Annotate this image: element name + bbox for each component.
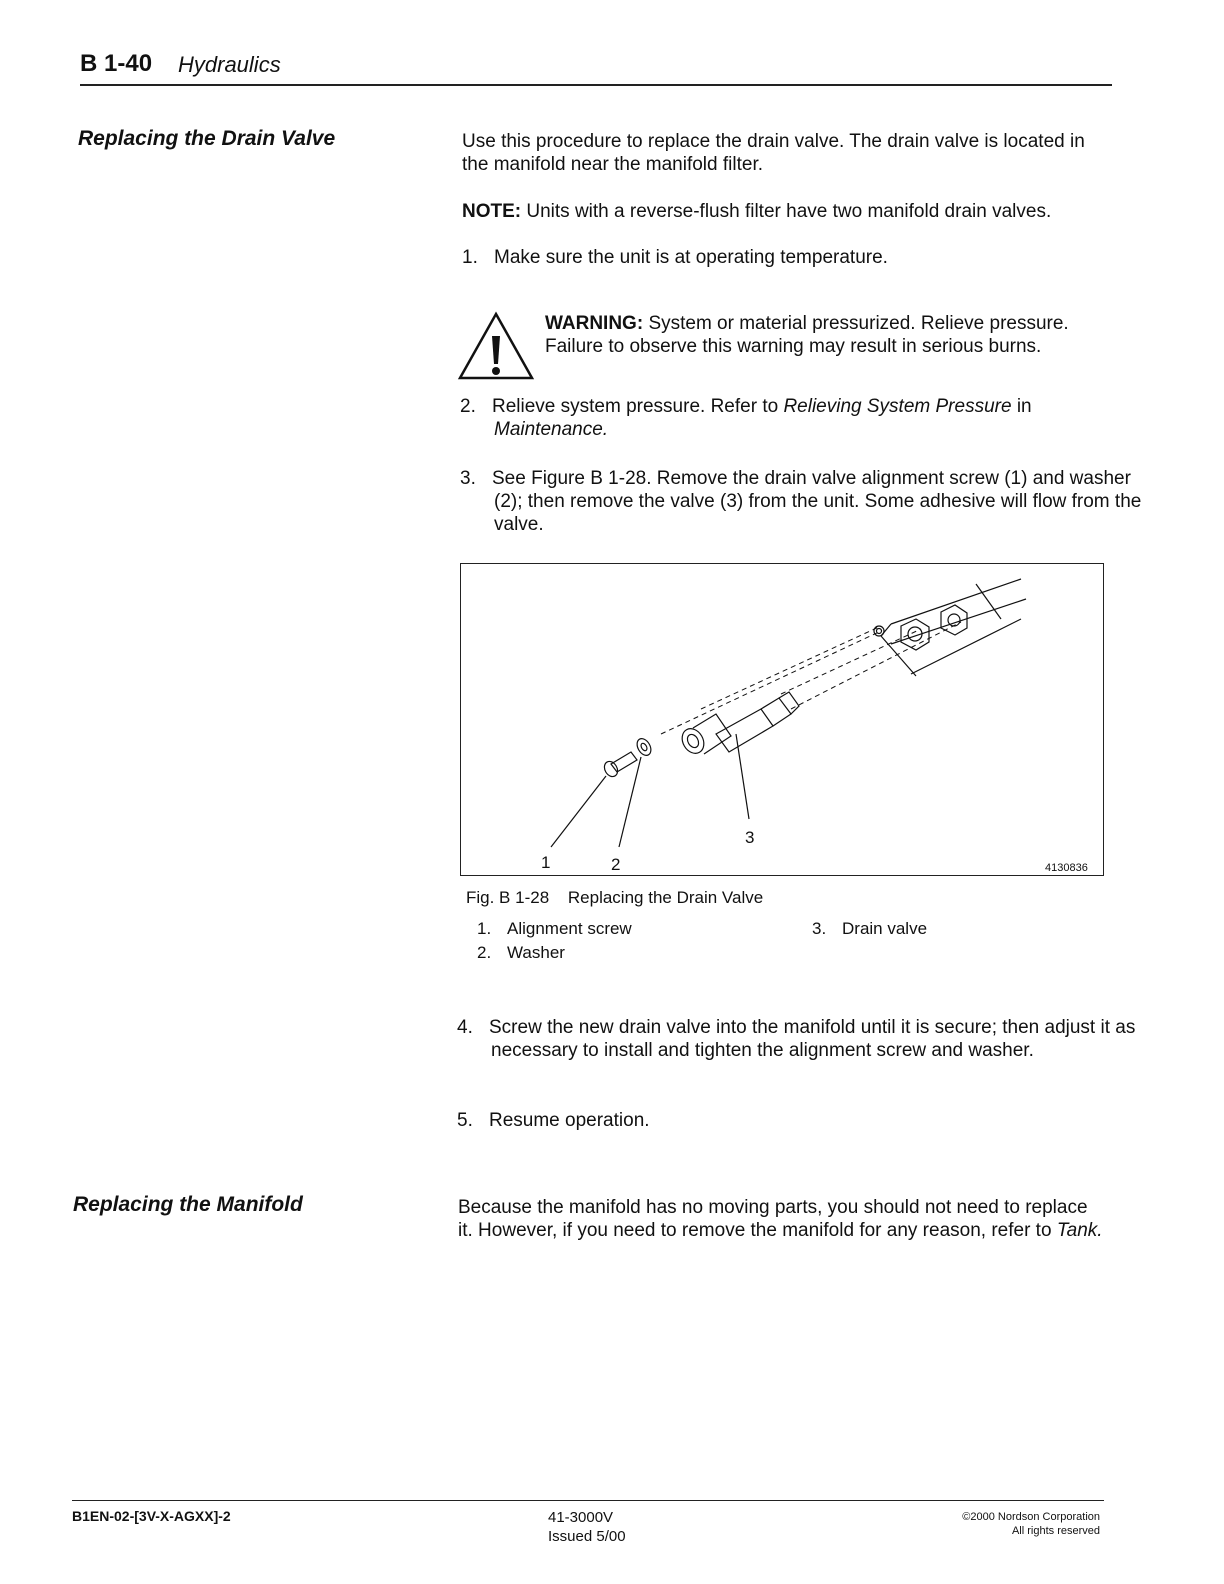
footer-rule <box>72 1500 1104 1501</box>
legend-item-1 <box>477 919 632 939</box>
drain-valve-heading: Replacing the Drain Valve <box>78 127 336 150</box>
callout-3: 3 <box>745 828 755 847</box>
step-number: 2. <box>460 396 476 417</box>
step-text: Relieve system pressure. Refer to <box>492 396 784 417</box>
footer-doc-code: B1EN-02-[3V-X-AGXX]-2 <box>72 1508 231 1524</box>
step-2 <box>460 395 1124 441</box>
step-text: See Figure B 1-28. Remove the drain valve alignment screw (1) and washer (2); then remove the valve (3) from the unit. Some adhesive will flow from the valve. <box>492 468 1142 535</box>
step-number: 4. <box>457 1017 473 1038</box>
warning-icon <box>456 310 536 382</box>
footer-rights: All rights reserved <box>1011 1525 1100 1537</box>
legend-label: Drain valve <box>842 919 928 938</box>
step-4 <box>457 1016 1141 1062</box>
step-reference: Relieving System Pressure <box>783 396 1012 417</box>
manifold-reference: Tank. <box>1056 1220 1103 1241</box>
figure-frame <box>460 563 1104 876</box>
manifold-heading: Replacing the Manifold <box>73 1193 303 1216</box>
legend-number: 2. <box>477 943 492 962</box>
page-number: B 1-40 <box>80 50 153 77</box>
warning-label: WARNING: <box>545 313 644 334</box>
legend-label: Alignment screw <box>507 919 632 938</box>
step-number: 3. <box>460 468 476 489</box>
note <box>462 200 1112 223</box>
drain-valve-illustration <box>461 564 1102 874</box>
footer-issued: Issued 5/00 <box>548 1528 626 1545</box>
legend-item-3 <box>812 919 927 939</box>
callout-1: 1 <box>541 853 551 872</box>
footer-copyright-block <box>962 1510 1100 1538</box>
step-text: Resume operation. <box>489 1110 650 1131</box>
caption-number: Fig. B 1-28 <box>466 888 550 907</box>
section-title: Hydraulics <box>178 52 281 77</box>
step-1 <box>462 246 1112 269</box>
legend-number: 3. <box>812 919 827 938</box>
legend-item-2 <box>477 943 565 963</box>
figure-id: 4130836 <box>1045 862 1088 874</box>
footer-part-info <box>548 1508 626 1546</box>
callout-2: 2 <box>611 855 621 874</box>
footer-part-number: 41-3000V <box>548 1509 614 1526</box>
step-number: 5. <box>457 1110 473 1131</box>
legend-number: 1. <box>477 919 492 938</box>
step-text: Make sure the unit is at operating temperature. <box>494 247 888 268</box>
step-5 <box>457 1109 1107 1132</box>
drain-intro: Use this procedure to replace the drain valve. The drain valve is located in the manifold near the manifold filter. <box>462 131 1085 175</box>
caption-title: Replacing the Drain Valve <box>567 888 764 907</box>
legend-label: Washer <box>507 943 565 962</box>
step-text: in <box>1011 396 1032 417</box>
warning-text: System or material pressurized. Relieve pressure. Failure to observe this warning may result in serious burns. <box>545 313 1069 357</box>
note-text: Units with a reverse-flush filter have two manifold drain valves. <box>526 201 1052 222</box>
step-number: 1. <box>462 247 478 268</box>
figure-caption <box>466 888 763 908</box>
warning <box>545 312 1115 358</box>
header-rule <box>80 84 1112 86</box>
manifold-text <box>458 1196 1103 1242</box>
step-text: Screw the new drain valve into the manifold until it is secure; then adjust it as necessary to install and tighten the alignment screw and washer. <box>489 1017 1136 1061</box>
step-3 <box>460 467 1144 536</box>
footer-copyright: ©2000 Nordson Corporation <box>962 1511 1100 1523</box>
step-reference: Maintenance. <box>494 419 609 440</box>
manifold-body: Because the manifold has no moving parts, you should not need to replace it. However, if you need to remove the manifold for any reason, refer to <box>458 1197 1088 1241</box>
note-label: NOTE: <box>462 201 522 222</box>
